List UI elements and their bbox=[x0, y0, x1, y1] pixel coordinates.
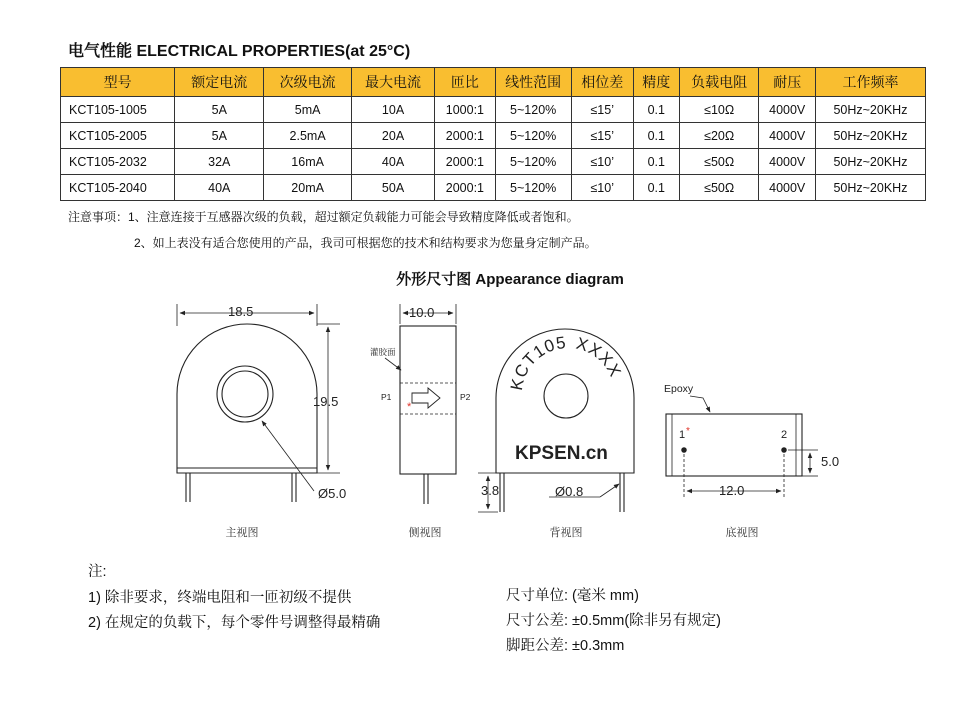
front-hole-inner bbox=[222, 371, 268, 417]
back-brand-marking: KPSEN.cn bbox=[515, 443, 608, 464]
front-height-value: 19.5 bbox=[313, 394, 339, 409]
table-cell: 4000V bbox=[759, 175, 815, 201]
side-direction-arrow bbox=[412, 388, 440, 408]
table-cell: ≤15’ bbox=[571, 123, 633, 149]
diagram-title: 外形尺寸图 Appearance diagram bbox=[396, 271, 624, 288]
table-cell: 50Hz~20KHz bbox=[815, 175, 925, 201]
back-pin-length-value: 3.8 bbox=[481, 483, 500, 498]
side-view bbox=[385, 304, 456, 504]
side-p1-label: P1 bbox=[381, 392, 392, 402]
table-cell: 16mA bbox=[264, 149, 352, 175]
table-cell: 2000:1 bbox=[435, 175, 495, 201]
bottom-pin-2 bbox=[782, 448, 786, 452]
front-hole-leader bbox=[262, 421, 314, 491]
footer-heading: 注: bbox=[88, 564, 107, 580]
table-cell: 50A bbox=[351, 175, 434, 201]
table-cell: 40A bbox=[351, 149, 434, 175]
model-cell: KCT105-2032 bbox=[61, 149, 175, 175]
table-cell: 32A bbox=[175, 149, 264, 175]
side-body-outline bbox=[400, 326, 456, 474]
table-cell: 5~120% bbox=[495, 123, 571, 149]
table-cell: 10A bbox=[351, 97, 434, 123]
table-cell: 5~120% bbox=[495, 175, 571, 201]
table-cell: 1000:1 bbox=[435, 97, 495, 123]
bottom-pin1-label: 1 bbox=[679, 429, 686, 441]
table-cell: 5~120% bbox=[495, 97, 571, 123]
bottom-body-outline bbox=[666, 414, 802, 476]
table-cell: ≤50Ω bbox=[679, 175, 759, 201]
table-cell: 2.5mA bbox=[264, 123, 352, 149]
column-header: 负载电阻 bbox=[679, 68, 759, 97]
table-cell: 50Hz~20KHz bbox=[815, 149, 925, 175]
table-cell: ≤10’ bbox=[571, 149, 633, 175]
front-hole-value: Ø5.0 bbox=[318, 486, 347, 501]
table-cell: 0.1 bbox=[633, 149, 679, 175]
column-header: 次级电流 bbox=[264, 68, 352, 97]
table-cell: 2000:1 bbox=[435, 123, 495, 149]
table-cell: 4000V bbox=[759, 149, 815, 175]
note-line-2: 2、如上表没有适合您使用的产品，我司可根据您的技术和结构要求为您量身定制产品。 bbox=[134, 236, 597, 250]
section-title: 电气性能 ELECTRICAL PROPERTIES(at 25°C) bbox=[68, 43, 411, 60]
table-cell: 40A bbox=[175, 175, 264, 201]
bottom-spacing-value: 12.0 bbox=[719, 483, 745, 498]
table-cell: 50Hz~20KHz bbox=[815, 123, 925, 149]
bottom-view-label: 底视图 bbox=[725, 527, 759, 539]
table-cell: 2000:1 bbox=[435, 149, 495, 175]
table-cell: 0.1 bbox=[633, 123, 679, 149]
back-pin-dia-value: Ø0.8 bbox=[555, 484, 584, 499]
column-header: 额定电流 bbox=[175, 68, 264, 97]
column-header: 最大电流 bbox=[351, 68, 434, 97]
table-cell: ≤10’ bbox=[571, 175, 633, 201]
column-header: 型号 bbox=[61, 68, 175, 97]
side-view-label: 侧视图 bbox=[408, 527, 442, 539]
table-cell: ≤15’ bbox=[571, 97, 633, 123]
footer-item-1: 1) 除非要求，终端电阻和一匝初级不提供 bbox=[88, 590, 352, 606]
front-width-value: 18.5 bbox=[228, 304, 254, 319]
model-cell: KCT105-2005 bbox=[61, 123, 175, 149]
table-cell: ≤10Ω bbox=[679, 97, 759, 123]
back-hole bbox=[544, 374, 588, 418]
side-p2-label: P2 bbox=[460, 392, 471, 402]
table-cell: 5~120% bbox=[495, 149, 571, 175]
front-hole-outer bbox=[217, 366, 273, 422]
back-view-label: 背视图 bbox=[549, 527, 583, 539]
table-cell: 4000V bbox=[759, 97, 815, 123]
table-cell: ≤20Ω bbox=[679, 123, 759, 149]
table-cell: ≤50Ω bbox=[679, 149, 759, 175]
side-width-value: 10.0 bbox=[409, 305, 435, 320]
table-cell: 4000V bbox=[759, 123, 815, 149]
column-header: 线性范围 bbox=[495, 68, 571, 97]
side-polarity-star: * bbox=[407, 401, 412, 413]
table-cell: 5A bbox=[175, 123, 264, 149]
table-cell: 0.1 bbox=[633, 175, 679, 201]
table-cell: 20mA bbox=[264, 175, 352, 201]
table-cell: 50Hz~20KHz bbox=[815, 97, 925, 123]
column-header: 精度 bbox=[633, 68, 679, 97]
bottom-epoxy-leader bbox=[690, 396, 710, 412]
column-header: 相位差 bbox=[571, 68, 633, 97]
front-view-label: 主视图 bbox=[225, 527, 259, 539]
dimension-unit: 尺寸单位: (毫米 mm) bbox=[506, 588, 639, 604]
back-pin-dia-leader bbox=[600, 484, 619, 497]
bottom-pin1-star: * bbox=[686, 426, 690, 437]
pin-pitch-tolerance: 脚距公差: ±0.3mm bbox=[506, 638, 625, 654]
column-header: 匝比 bbox=[435, 68, 495, 97]
bottom-pin2-label: 2 bbox=[781, 429, 788, 441]
model-cell: KCT105-2040 bbox=[61, 175, 175, 201]
bottom-epoxy-label: Epoxy bbox=[664, 383, 694, 395]
table-cell: 20A bbox=[351, 123, 434, 149]
bottom-depth-value: 5.0 bbox=[821, 454, 840, 469]
table-cell: 5mA bbox=[264, 97, 352, 123]
side-potting-label: 灌胶面 bbox=[370, 347, 396, 357]
dimension-tolerance: 尺寸公差: ±0.5mm(除非另有规定) bbox=[506, 613, 721, 629]
note-line-1: 注意事项：1、注意连接于互感器次级的负载，超过额定负载能力可能会导致精度降低或者饱和。 bbox=[68, 210, 579, 224]
table-cell: 0.1 bbox=[633, 97, 679, 123]
column-header: 工作频率 bbox=[815, 68, 925, 97]
side-potting-leader bbox=[385, 358, 401, 370]
column-header: 耐压 bbox=[759, 68, 815, 97]
footer-item-2: 2) 在规定的负载下，每个零件号调整得最精确 bbox=[88, 615, 381, 631]
front-body-outline bbox=[177, 324, 317, 473]
table-cell: 5A bbox=[175, 97, 264, 123]
model-cell: KCT105-1005 bbox=[61, 97, 175, 123]
bottom-pin-1 bbox=[682, 448, 686, 452]
back-model-marking: KCT105 XXXX bbox=[506, 332, 626, 392]
